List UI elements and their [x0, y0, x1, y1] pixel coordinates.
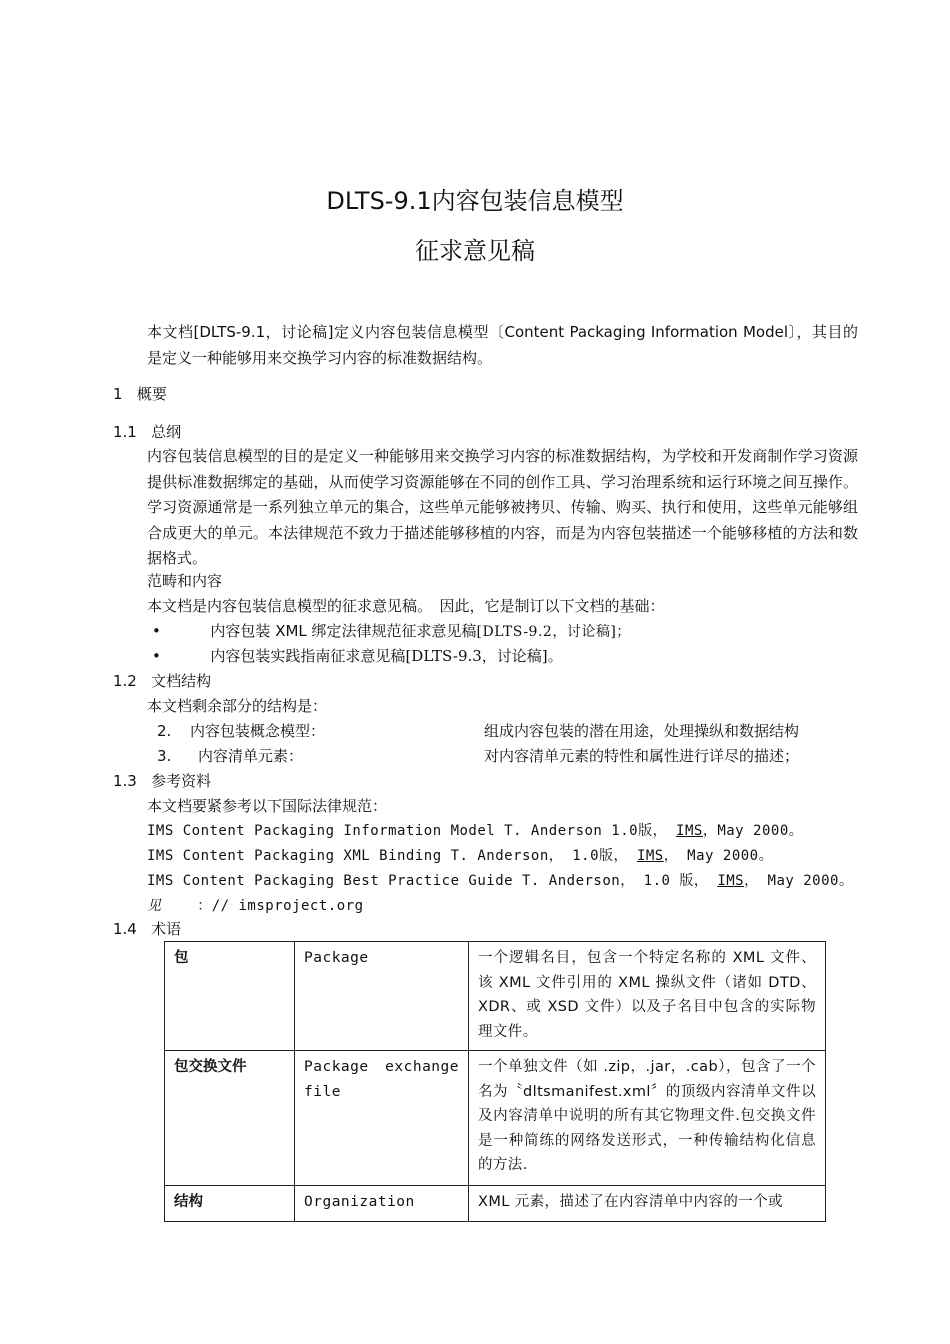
- table-row: [165, 1186, 826, 1222]
- table-row: [165, 1051, 826, 1186]
- term-cell: 包: [165, 942, 295, 1051]
- bullet-text: 内容包装 XML 绑定法律规范征求意见稿: [210, 622, 477, 640]
- ims-link[interactable]: IMS: [676, 823, 703, 839]
- term-cell: 结构: [165, 1186, 295, 1222]
- overview-text: 内容包装信息模型的目的是定义一种能够用来交换学习内容的标准数据结构，为学校和开发商制作学习资源提供标准数据绑定的基础，从而使学习资源能够在不同的创作工具、学习治理系统和运行环境之间互操作。学习资源通常是一系列独立单元的集合，这些单元能够被拷贝、传输、购买、执行和使用，这些单元能够组合成更大的单元。本法律规范不致力于描述能够移植的内容，而是为内容包装描述一个能够移植的方法和数据格式。: [147, 447, 858, 567]
- document-title: DLTS-9.1内容包装信息模型: [326, 187, 624, 215]
- bullet-item: [152, 645, 563, 667]
- structure-intro: 本文档剩余部分的结构是：: [147, 697, 328, 715]
- reference-item: IMS Content Packaging XML Binding T. Anderson， 1.0版， IMS， May 2000。: [147, 848, 774, 864]
- section-title: 术语: [151, 920, 182, 938]
- ims-link[interactable]: IMS: [717, 873, 745, 889]
- intro-paragraph: [113, 320, 858, 371]
- english-cell: Package exchange file: [295, 1051, 469, 1186]
- ims-link[interactable]: IMS: [636, 848, 664, 864]
- bullet-ref: [DLTS-9.2，讨论稿]；: [476, 624, 631, 640]
- section-1-4-heading: [113, 918, 181, 940]
- section-1-heading: [113, 383, 167, 405]
- terms-table: [164, 941, 826, 1222]
- english-cell: Organization: [295, 1186, 469, 1222]
- intro-text: 本文档[DLTS-9.1，讨论稿]定义内容包装信息模型〔Content Packaging Information Model〕，其目的是定义一种能够用来交换学习内容的标准数据结构。: [147, 323, 858, 367]
- structure-item-desc: 组成内容包装的潜在用途，处理操纵和数据结构: [484, 722, 800, 740]
- section-number: 1.3: [113, 772, 137, 790]
- see-also-url[interactable]: ：// imsproject.org: [197, 898, 364, 914]
- table-row: [165, 942, 826, 1051]
- bullet-mark: •: [152, 622, 161, 640]
- reference-item: IMS Content Packaging Best Practice Guide T. Anderson， 1.0 版， IMS， May 2000。: [147, 873, 854, 889]
- section-1-1-heading: [113, 421, 181, 443]
- overview-paragraph: [113, 444, 858, 572]
- section-number: 1: [113, 385, 123, 403]
- section-number: 1.2: [113, 672, 137, 690]
- bullet-mark: •: [152, 647, 161, 665]
- section-title: 参考资料: [151, 772, 212, 790]
- term-cell: 包交换文件: [165, 1051, 295, 1186]
- section-1-2-heading: [113, 670, 211, 692]
- bullet-ref: [DLTS-9.3，讨论稿]。: [405, 647, 563, 665]
- section-title: 总纲: [151, 423, 182, 441]
- structure-item-desc: 对内容清单元素的特性和属性进行详尽的描述；: [484, 747, 800, 765]
- section-title: 概要: [136, 385, 167, 403]
- section-number: 1.1: [113, 423, 137, 441]
- see-also-label: 见: [147, 898, 162, 914]
- scope-text: 本文档是内容包装信息模型的征求意见稿。 因此，它是制订以下文档的基础：: [147, 597, 665, 615]
- see-also-line: [147, 895, 364, 917]
- structure-item-number: 3.: [157, 747, 172, 765]
- definition-cell: 一个单独文件（如 .zip，.jar，.cab），包含了一个名为〝dltsmanifest.xml〞的顶级内容清单文件以及内容清单中说明的所有其它物理文件.包交换文件是一种简练的网络发送形式，一种传输结构化信息的方法.: [469, 1051, 826, 1186]
- scope-heading: 范畴和内容: [147, 572, 223, 590]
- structure-item-number: 2.: [157, 722, 172, 740]
- bullet-item: [152, 620, 631, 643]
- english-cell: Package: [295, 942, 469, 1051]
- section-1-3-heading: [113, 770, 211, 792]
- definition-cell: 一个逻辑名目，包含一个特定名称的 XML 文件、该 XML 文件引用的 XML 操纵文件（诸如 DTD、XDR、或 XSD 文件）以及子名目中包含的实际物理文件。: [469, 942, 826, 1051]
- definition-cell: XML 元素，描述了在内容清单中内容的一个或: [469, 1186, 826, 1222]
- structure-item-name: 内容包装概念模型：: [190, 722, 326, 740]
- reference-item: IMS Content Packaging Information Model T. Anderson 1.0版， IMS，May 2000。: [147, 823, 804, 839]
- bullet-text: 内容包装实践指南征求意见稿: [210, 647, 406, 665]
- section-number: 1.4: [113, 920, 137, 938]
- section-title: 文档结构: [151, 672, 212, 690]
- references-intro: 本文档要紧参考以下国际法律规范：: [147, 797, 388, 815]
- structure-item-name: 内容清单元素：: [198, 747, 304, 765]
- document-subtitle: 征求意见稿: [415, 237, 535, 265]
